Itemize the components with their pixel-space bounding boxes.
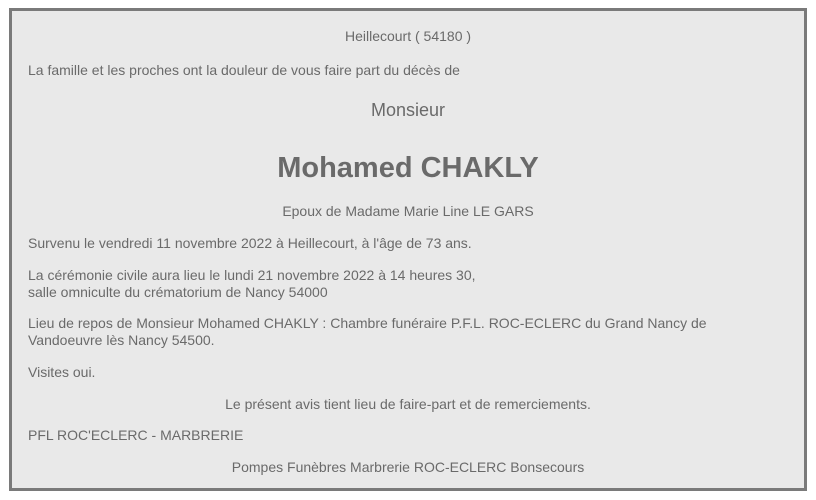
notice-ceremony-line2: salle omniculte du crématorium de Nancy 54000 (28, 284, 328, 300)
notice-spouse: Epoux de Madame Marie Line LE GARS (282, 203, 534, 219)
notice-death: Survenu le vendredi 11 novembre 2022 à Heillecourt, à l'âge de 73 ans. (28, 235, 472, 251)
notice-rest-line1: Lieu de repos de Monsieur Mohamed CHAKLY : Chambre funéraire P.F.L. ROC-ECLERC du Grand Nancy de (28, 315, 707, 331)
notice-ceremony-line1: La cérémonie civile aura lieu le lundi 21 novembre 2022 à 14 heures 30, (28, 267, 476, 283)
notice-intro: La famille et les proches ont la douleur de vous faire part du décès de (28, 62, 460, 78)
notice-acknowledgment: Le présent avis tient lieu de faire-part et de remerciements. (225, 396, 591, 412)
obituary-notice (9, 8, 807, 491)
notice-honorific: Monsieur (370, 100, 446, 120)
notice-company2: Pompes Funèbres Marbrerie ROC-ECLERC Bonsecours (231, 459, 585, 475)
notice-company1: PFL ROC'ECLERC - MARBRERIE (28, 427, 244, 443)
notice-visits: Visites oui. (28, 364, 96, 380)
notice-rest-line2: Vandoeuvre lès Nancy 54500. (28, 332, 215, 348)
notice-location: Heillecourt ( 54180 ) (344, 28, 472, 44)
deceased-name: Mohamed CHAKLY (277, 152, 539, 184)
